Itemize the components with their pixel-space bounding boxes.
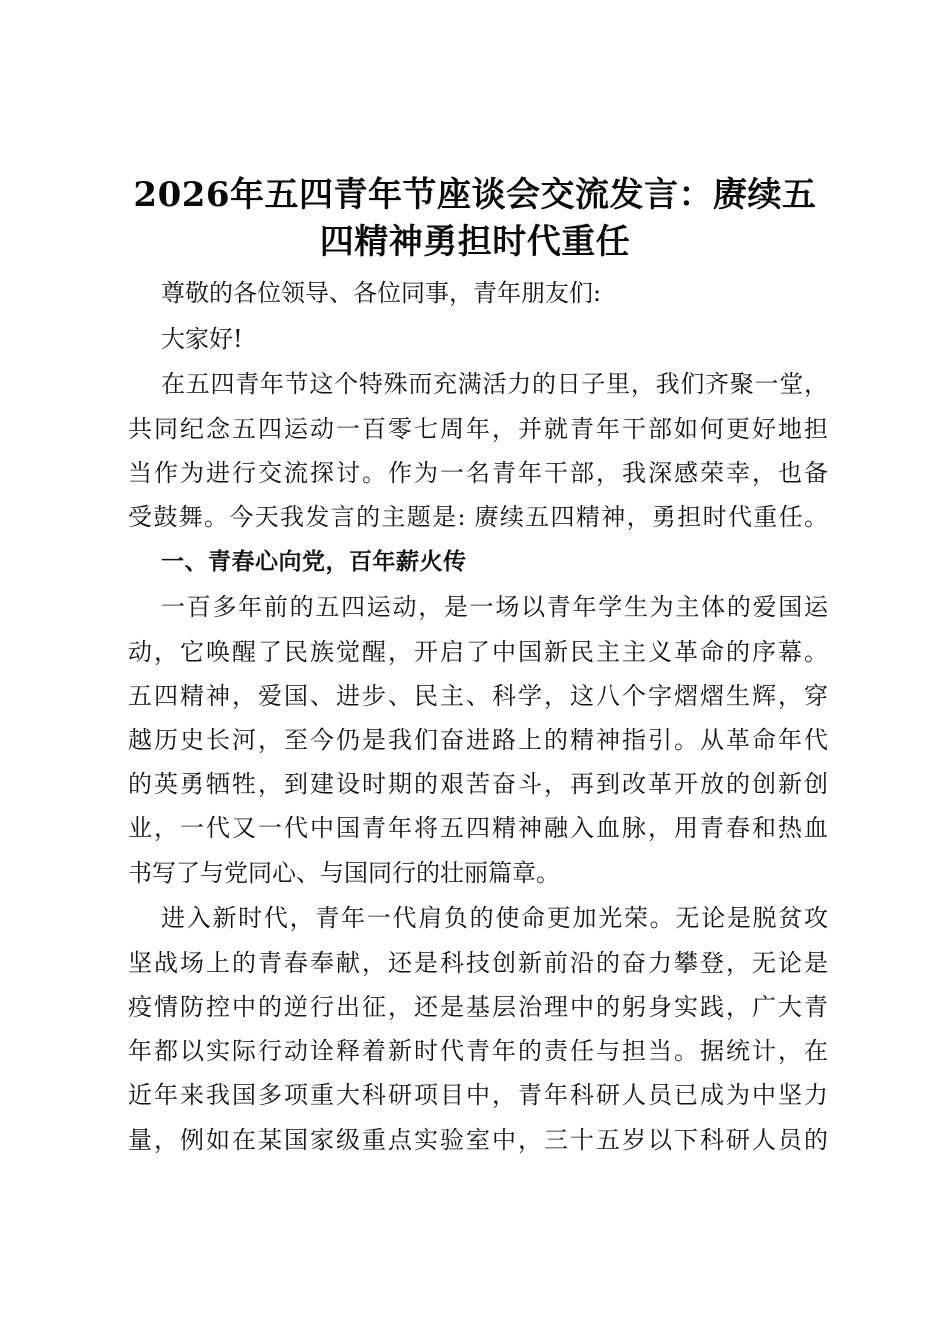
paragraph-1-line: 共同纪念五四运动一百零七周年，并就青年干部如何更好地担 — [128, 415, 828, 443]
paragraph-2-line: 动，它唤醒了民族觉醒，开启了中国新民主主义革命的序幕。 — [128, 638, 828, 666]
greeting: 尊敬的各位领导、各位同事，青年朋友们: — [161, 279, 602, 307]
document-title-line-1: 2026年五四青年节座谈会交流发言：赓续五 — [133, 175, 817, 215]
salutation: 大家好! — [161, 325, 243, 353]
paragraph-1-line: 受鼓舞。今天我发言的主题是: 赓续五四精神，勇担时代重任。 — [128, 503, 828, 531]
paragraph-1-line: 当作为进行交流探讨。作为一名青年干部，我深感荣幸，也备 — [128, 459, 828, 487]
paragraph-2-line: 书写了与党同心、与国同行的壮丽篇章。 — [128, 859, 560, 887]
paragraph-1-line: 在五四青年节这个特殊而充满活力的日子里，我们齐聚一堂， — [161, 370, 828, 398]
paragraph-3-line: 年都以实际行动诠释着新时代青年的责任与担当。据统计，在 — [128, 1037, 828, 1065]
paragraph-3-line: 量，例如在某国家级重点实验室中，三十五岁以下科研人员的 — [128, 1126, 828, 1154]
section-heading: 一、青春心向党，百年薪火传 — [161, 549, 467, 575]
paragraph-2-line: 越历史长河，至今仍是我们奋进路上的精神指引。从革命年代 — [128, 726, 828, 754]
paragraph-2-line: 一百多年前的五四运动，是一场以青年学生为主体的爱国运 — [161, 593, 828, 621]
paragraph-3-line: 疫情防控中的逆行出征，还是基层治理中的躬身实践，广大青 — [128, 993, 828, 1021]
paragraph-2-line: 的英勇牺牲，到建设时期的艰苦奋斗，再到改革开放的创新创 — [128, 770, 828, 798]
document-title-line-2: 四精神勇担时代重任 — [319, 222, 631, 262]
paragraph-2-line: 五四精神，爱国、进步、民主、科学，这八个字熠熠生辉，穿 — [128, 682, 828, 710]
paragraph-3-line: 进入新时代，青年一代肩负的使命更加光荣。无论是脱贫攻 — [161, 904, 828, 932]
paragraph-3-line: 近年来我国多项重大科研项目中，青年科研人员已成为中坚力 — [128, 1081, 828, 1109]
paragraph-3-line: 坚战场上的青春奉献，还是科技创新前沿的奋力攀登，无论是 — [128, 949, 828, 977]
paragraph-2-line: 业，一代又一代中国青年将五四精神融入血脉，用青春和热血 — [128, 814, 828, 842]
